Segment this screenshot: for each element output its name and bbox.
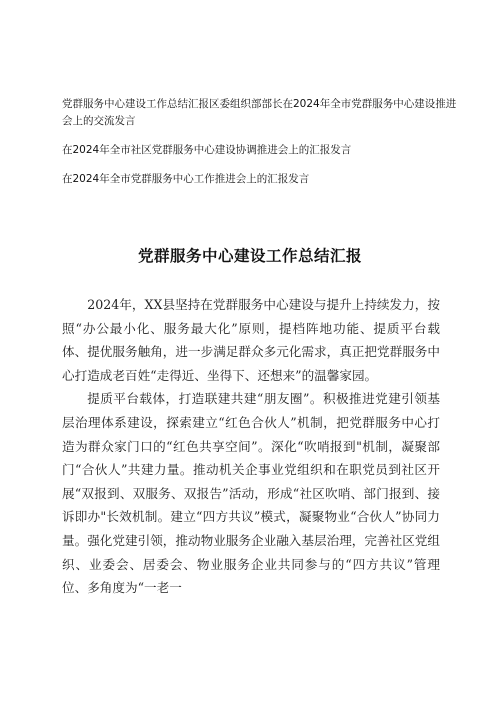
body-paragraph: 提质平台载体，打造联建共建“朋友圈”。积极推进党建引领基层治理体系建设，探索建立“红色合伙人”机制，把党群服务中心打造为群众家门口的“红色共享空间”。深化“吹哨报到"机制，凝聚部门“合伙人”共建力量。推动机关企事业党组织和在职党员到社区开展“双报到、双服务、双报告”活动，形成“社区吹哨、部门报到、接诉即办"长效机制。建立“四方共议”模式，凝聚物业“合伙人”协同力量。强化党建引领，推动物业服务企业融入基层治理，完善社区党组织、业委会、居委会、物业服务企业共同参与的“四方共议”管理位、多角度为“一老一	[62, 391, 440, 596]
related-document-item: 在2024年全市社区党群服务中心建设协调推进会上的汇报发言	[62, 144, 352, 156]
related-document-item: 在2024年全市党群服务中心工作推进会上的汇报发言	[62, 173, 310, 185]
document-body	[62, 293, 440, 600]
body-paragraph: 2024年，XX县坚持在党群服务中心建设与提升上持续发力，按照“办公最小化、服务最大化”原则，提档阵地功能、提质平台载体、提优服务触角，进一步满足群众多元化需求，真正把党群服务中心打造成老百姓“走得近、坐得下、还想来”的温馨家园。	[62, 297, 440, 383]
document-title: 党群服务中心建设工作总结汇报	[137, 247, 362, 265]
related-document-item: 党群服务中心建设工作总结汇报区委组织部部长在2024年全市党群服务中心建设推进会上的交流发言	[62, 98, 457, 127]
related-documents-list	[62, 96, 462, 200]
